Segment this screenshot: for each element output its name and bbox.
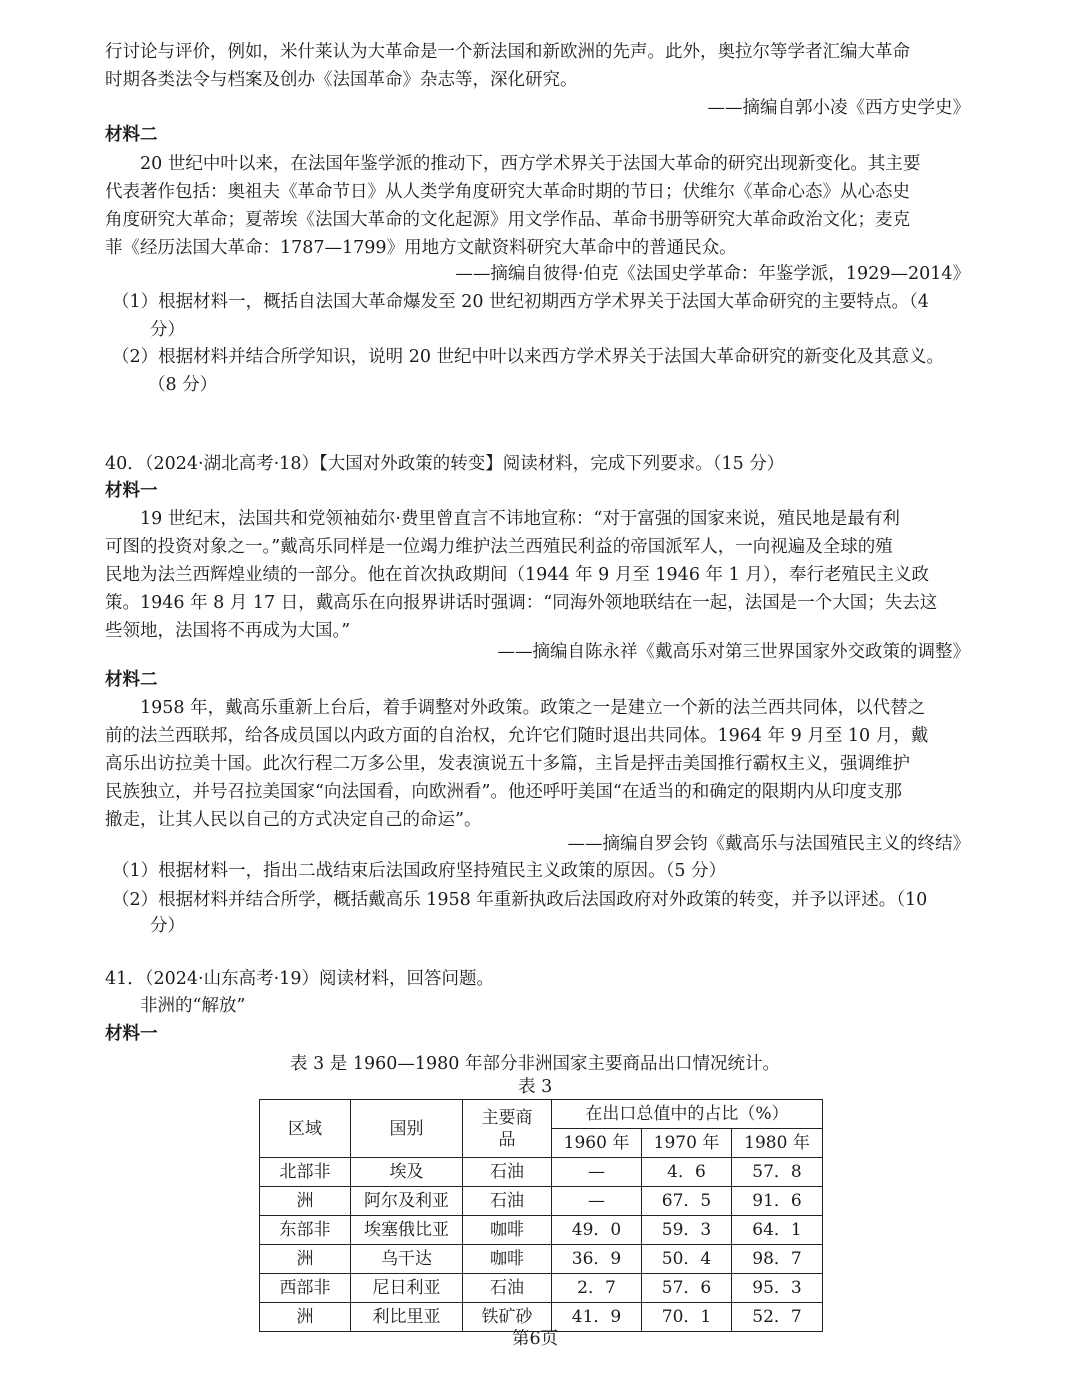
value-cell: 91．6 — [732, 1187, 823, 1216]
paragraph-line: 撤走，让其人民以自己的方式决定自己的命运”。 — [105, 810, 482, 830]
question-header: 40．（2024·湖北高考·18）【大国对外政策的转变】阅读材料，完成下列要求。（15 分） — [105, 454, 785, 474]
value-cell: 50．4 — [642, 1245, 732, 1274]
value-cell: 41．9 — [552, 1303, 642, 1332]
sub-question-cont: （8 分） — [148, 375, 218, 395]
paragraph-line: 菲《经历法国大革命：1787—1799》用地方文献资料研究大革命中的普通民众。 — [105, 238, 737, 258]
source-citation: ——摘编自郭小凌《西方史学史》 — [707, 98, 970, 118]
country-cell: 阿尔及利亚 — [351, 1187, 463, 1216]
country-cell: 乌干达 — [351, 1245, 463, 1274]
header-goods-line1: 主要商 — [481, 1107, 533, 1128]
value-cell: — — [552, 1158, 642, 1187]
header-goods — [463, 1100, 552, 1158]
header-country: 国别 — [351, 1100, 463, 1158]
value-cell: — — [552, 1187, 642, 1216]
sub-question: （2）根据材料并结合所学知识，说明 20 世纪中叶以来西方学术界关于法国大革命研究的新变化及其意义。 — [112, 347, 945, 367]
value-cell: 57．6 — [642, 1274, 732, 1303]
table-row — [260, 1216, 823, 1245]
value-cell: 70．1 — [642, 1303, 732, 1332]
material-heading: 材料一 — [105, 481, 158, 501]
sub-question: （1）根据材料一，概括自法国大革命爆发至 20 世纪初期西方学术界关于法国大革命研究的主要特点。（4 — [112, 292, 929, 312]
paragraph-line: 前的法兰西联邦，给各成员国以内政方面的自治权，允许它们随时退出共同体。1964 年 9 月至 10 月，戴 — [105, 726, 929, 746]
table-intro: 表 3 是 1960—1980 年部分非洲国家主要商品出口情况统计。 — [290, 1054, 780, 1074]
goods-cell: 石油 — [463, 1158, 552, 1187]
material-heading: 材料二 — [105, 670, 158, 690]
section-subtitle: 非洲的“解放” — [140, 996, 246, 1016]
value-cell: 67．5 — [642, 1187, 732, 1216]
table-row — [260, 1274, 823, 1303]
value-cell: 52．7 — [732, 1303, 823, 1332]
header-year: 1970 年 — [642, 1129, 732, 1158]
source-citation: ——摘编自罗会钧《戴高乐与法国殖民主义的终结》 — [567, 834, 970, 854]
paragraph-line: 角度研究大革命；夏蒂埃《法国大革命的文化起源》用文学作品、革命书册等研究大革命政治文化；麦克 — [105, 210, 910, 230]
page-number: 第6页 — [512, 1329, 559, 1349]
paragraph-line: 时期各类法令与档案及创办《法国革命》杂志等，深化研究。 — [105, 70, 578, 90]
region-cell-bottom: 洲 — [260, 1245, 351, 1274]
value-cell: 57．8 — [732, 1158, 823, 1187]
region-cell-bottom: 洲 — [260, 1303, 351, 1332]
goods-cell: 石油 — [463, 1187, 552, 1216]
sub-question-cont: 分） — [150, 916, 185, 936]
paragraph-line: 1958 年，戴高乐重新上台后，着手调整对外政策。政策之一是建立一个新的法兰西共同体，以代替之 — [140, 698, 926, 718]
region-cell-top: 北部非 — [260, 1158, 351, 1187]
export-table — [259, 1099, 823, 1332]
value-cell: 49．0 — [552, 1216, 642, 1245]
header-year: 1980 年 — [732, 1129, 823, 1158]
table-row — [260, 1245, 823, 1274]
region-cell-top: 东部非 — [260, 1216, 351, 1245]
source-citation: ——摘编自彼得·伯克《法国史学革命：年鉴学派，1929—2014》 — [455, 264, 970, 284]
sub-question-cont: 分） — [150, 320, 185, 340]
paragraph-line: 民族独立，并号召拉美国家“向法国看，向欧洲看”。他还呼吁美国“在适当的和确定的限期内从印度支那 — [105, 782, 902, 802]
material-heading: 材料一 — [105, 1024, 158, 1044]
value-cell: 98．7 — [732, 1245, 823, 1274]
value-cell: 36．9 — [552, 1245, 642, 1274]
value-cell: 59．3 — [642, 1216, 732, 1245]
country-cell: 埃塞俄比亚 — [351, 1216, 463, 1245]
country-cell: 利比里亚 — [351, 1303, 463, 1332]
sub-question: （1）根据材料一，指出二战结束后法国政府坚持殖民主义政策的原因。（5 分） — [112, 861, 727, 881]
header-goods-line2: 品 — [498, 1129, 516, 1150]
region-cell-bottom: 洲 — [260, 1187, 351, 1216]
paragraph-line: 19 世纪末，法国共和党领袖茹尔·费里曾直言不讳地宣称：“对于富强的国家来说，殖民地是最有利 — [140, 509, 900, 529]
paragraph-line: 民地为法兰西辉煌业绩的一部分。他在首次执政期间（1944 年 9 月至 1946 年 1 月），奉行老殖民主义政 — [105, 565, 930, 585]
source-citation: ——摘编自陈永祥《戴高乐对第三世界国家外交政策的调整》 — [497, 642, 970, 662]
header-year: 1960 年 — [552, 1129, 642, 1158]
header-region: 区域 — [260, 1100, 351, 1158]
paragraph-line: 可图的投资对象之一。”戴高乐同样是一位竭力维护法兰西殖民利益的帝国派军人，一向视遍及全球的殖 — [105, 537, 893, 557]
value-cell: 95．3 — [732, 1274, 823, 1303]
question-header: 41．（2024·山东高考·19）阅读材料，回答问题。 — [105, 969, 494, 989]
paragraph-line: 高乐出访拉美十国。此次行程二万多公里，发表演说五十多篇，主旨是抨击美国推行霸权主义，强调维护 — [105, 754, 910, 774]
paragraph-line: 行讨论与评价，例如，米什莱认为大革命是一个新法国和新欧洲的先声。此外，奥拉尔等学者汇编大革命 — [105, 42, 910, 62]
country-cell: 埃及 — [351, 1158, 463, 1187]
paragraph-line: 些领地，法国将不再成为大国。” — [105, 621, 351, 641]
table-caption: 表 3 — [518, 1077, 553, 1097]
table-row — [260, 1158, 823, 1187]
value-cell: 64．1 — [732, 1216, 823, 1245]
table-row — [260, 1187, 823, 1216]
value-cell: 4．6 — [642, 1158, 732, 1187]
goods-cell: 咖啡 — [463, 1245, 552, 1274]
country-cell: 尼日利亚 — [351, 1274, 463, 1303]
sub-question: （2）根据材料并结合所学，概括戴高乐 1958 年重新执政后法国政府对外政策的转变，并予以评述。（10 — [112, 890, 928, 910]
goods-cell: 铁矿砂 — [463, 1303, 552, 1332]
table-header-row — [260, 1100, 823, 1129]
goods-cell: 咖啡 — [463, 1216, 552, 1245]
goods-cell: 石油 — [463, 1274, 552, 1303]
paragraph-line: 策。1946 年 8 月 17 日，戴高乐在向报界讲话时强调：“同海外领地联结在一起，法国是一个大国；失去这 — [105, 593, 938, 613]
material-heading: 材料二 — [105, 125, 158, 145]
region-cell-top: 西部非 — [260, 1274, 351, 1303]
header-share: 在出口总值中的占比（%） — [552, 1100, 823, 1129]
paragraph-line: 代表著作包括：奥祖夫《革命节日》从人类学角度研究大革命时期的节日；伏维尔《革命心态》从心态史 — [105, 182, 910, 202]
value-cell: 2．7 — [552, 1274, 642, 1303]
paragraph-line: 20 世纪中叶以来，在法国年鉴学派的推动下，西方学术界关于法国大革命的研究出现新变化。其主要 — [140, 154, 921, 174]
